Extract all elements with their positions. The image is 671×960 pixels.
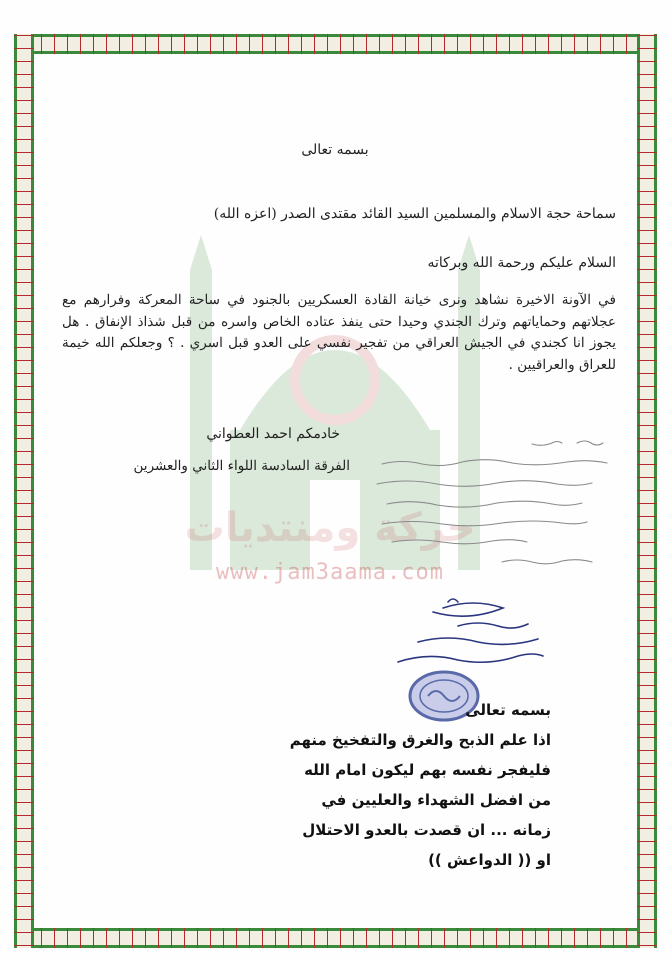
handwritten-reply: [352, 438, 617, 578]
letter-basmala: بسمه تعالى: [301, 142, 369, 158]
letter-division: الفرقة السادسة اللواء الثاني والعشرين: [133, 458, 350, 474]
decorative-border-bottom: [14, 928, 657, 948]
decorative-border-right: [637, 34, 657, 948]
reply-line-3: فليفجر نفسه بهم ليكون امام الله: [304, 761, 551, 779]
reply-line-5: زمانه ... ان قصدت بالعدو الاحتلال: [302, 821, 551, 839]
reply-line-1: بسمه تعالى: [465, 701, 551, 719]
letter-body: في الآونة الاخيرة نشاهد ونرى خيانة القادة العسكريين بالجنود في ساحة المعركة وفرارهم مع عجلاتهم وحماياتهم وترك الجندي وحيدا حتى ينفذ عتاده الخاص واسره من قبل شذاذ الإنفاق . هل يجوز انا كجندي في الجيش العراقي من تفجير نفسي على العدو قبل اسري . ؟ وجعلكم الله خيمة للعراق والعراقيين .: [62, 292, 616, 373]
letter-addressee: سماحة حجة الاسلام والمسلمين السيد القائد مقتدى الصدر (اعزه الله): [213, 206, 616, 222]
signature-mark: [388, 590, 558, 670]
reply-line-4: من افضل الشهداء والعليين في: [321, 791, 551, 809]
watermark-url: www.jam3aama.com: [216, 560, 444, 585]
letter-greeting: السلام عليكم ورحمة الله وبركاته: [427, 255, 616, 271]
reply-line-6: او (( الدواعش )): [428, 851, 551, 869]
reply-line-2: اذا علم الذبح والغرق والتفخيخ منهم: [289, 731, 551, 749]
letter-sender: خادمكم احمد العطواني: [206, 426, 340, 442]
watermark-arabic-text: حركة ومنتديات: [184, 505, 476, 551]
decorative-border-left: [14, 34, 34, 948]
decorative-border-top: [14, 34, 657, 54]
